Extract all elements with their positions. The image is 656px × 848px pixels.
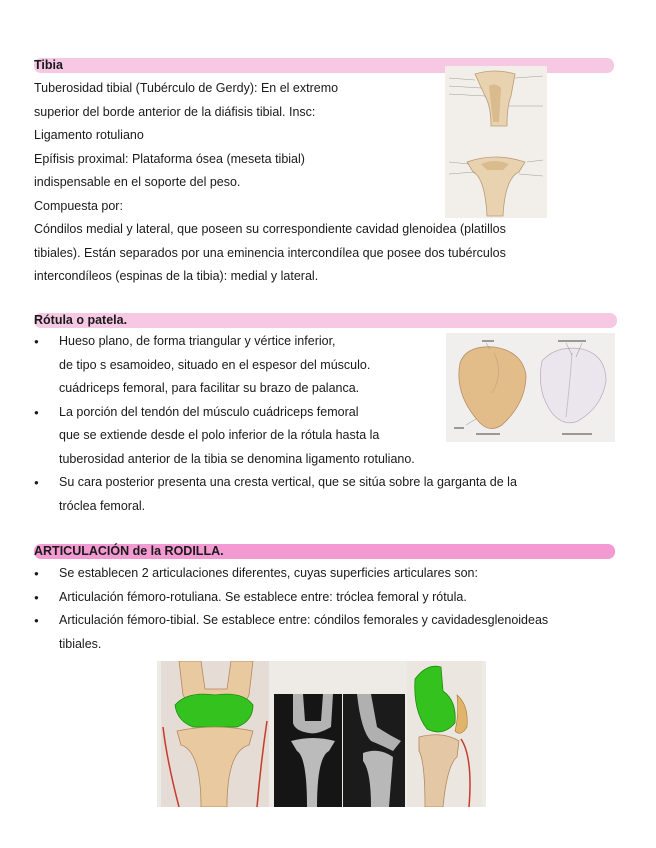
tibia-line: intercondíleos (espinas de la tibia): medial y lateral. bbox=[34, 269, 319, 283]
list-item-continuation: tuberosidad anterior de la tibia se denomina ligamento rotuliano. bbox=[59, 451, 415, 466]
tibia-line: Ligamento rotuliano bbox=[34, 128, 144, 142]
list-item-continuation: que se extiende desde el polo inferior de la rótula hasta la bbox=[59, 428, 380, 442]
list-item: ● Articulación fémoro-tibial. Se establece entre: cóndilos femorales y cavidadesglenoideas bbox=[34, 609, 548, 633]
knee-image bbox=[157, 661, 486, 807]
patella-image bbox=[446, 333, 615, 442]
tibia-line: indispensable en el soporte del peso. bbox=[34, 175, 241, 189]
list-item: ● La porción del tendón del músculo cuádriceps femoral bbox=[34, 401, 517, 425]
tibia-line: superior del borde anterior de la diáfisis tibial. Insc: bbox=[34, 104, 316, 119]
tibia-image bbox=[445, 66, 547, 218]
rotula-heading bbox=[34, 313, 617, 328]
rotula-heading-text: Rótula o patela. bbox=[34, 313, 128, 327]
tibia-line: Cóndilos medial y lateral, que poseen su correspondiente cavidad glenoidea (platillos bbox=[34, 222, 506, 236]
tibia-line: tibiales). Están separados por una eminencia intercondílea que posee dos tubérculos bbox=[34, 245, 506, 260]
rodilla-list bbox=[34, 562, 548, 656]
rotula-list bbox=[34, 330, 517, 518]
list-item-continuation: tibiales. bbox=[59, 636, 102, 651]
rodilla-heading-text: ARTICULACIÓN de la RODILLA. bbox=[34, 544, 224, 558]
list-item: ● Su cara posterior presenta una cresta vertical, que se sitúa sobre la garganta de la bbox=[34, 471, 517, 495]
list-item: ● Articulación fémoro-rotuliana. Se establece entre: tróclea femoral y rótula. bbox=[34, 586, 548, 610]
list-item-continuation: cuádriceps femoral, para facilitar su brazo de palanca. bbox=[59, 381, 360, 395]
rodilla-heading bbox=[34, 544, 615, 559]
list-item: ● Se establecen 2 articulaciones diferentes, cuyas superficies articulares son: bbox=[34, 562, 548, 586]
tibia-line: Tuberosidad tibial (Tubérculo de Gerdy): En el extremo bbox=[34, 81, 339, 95]
list-item: ● Hueso plano, de forma triangular y vértice inferior, bbox=[34, 330, 517, 354]
list-item-continuation: de tipo s esamoideo, situado en el espesor del músculo. bbox=[59, 357, 371, 372]
tibia-paragraph bbox=[34, 77, 506, 289]
tibia-line: Compuesta por: bbox=[34, 198, 123, 213]
tibia-line: Epífisis proximal: Plataforma ósea (meseta tibial) bbox=[34, 151, 305, 166]
tibia-heading-text: Tibia bbox=[34, 58, 63, 72]
list-item-continuation: tróclea femoral. bbox=[59, 498, 146, 513]
